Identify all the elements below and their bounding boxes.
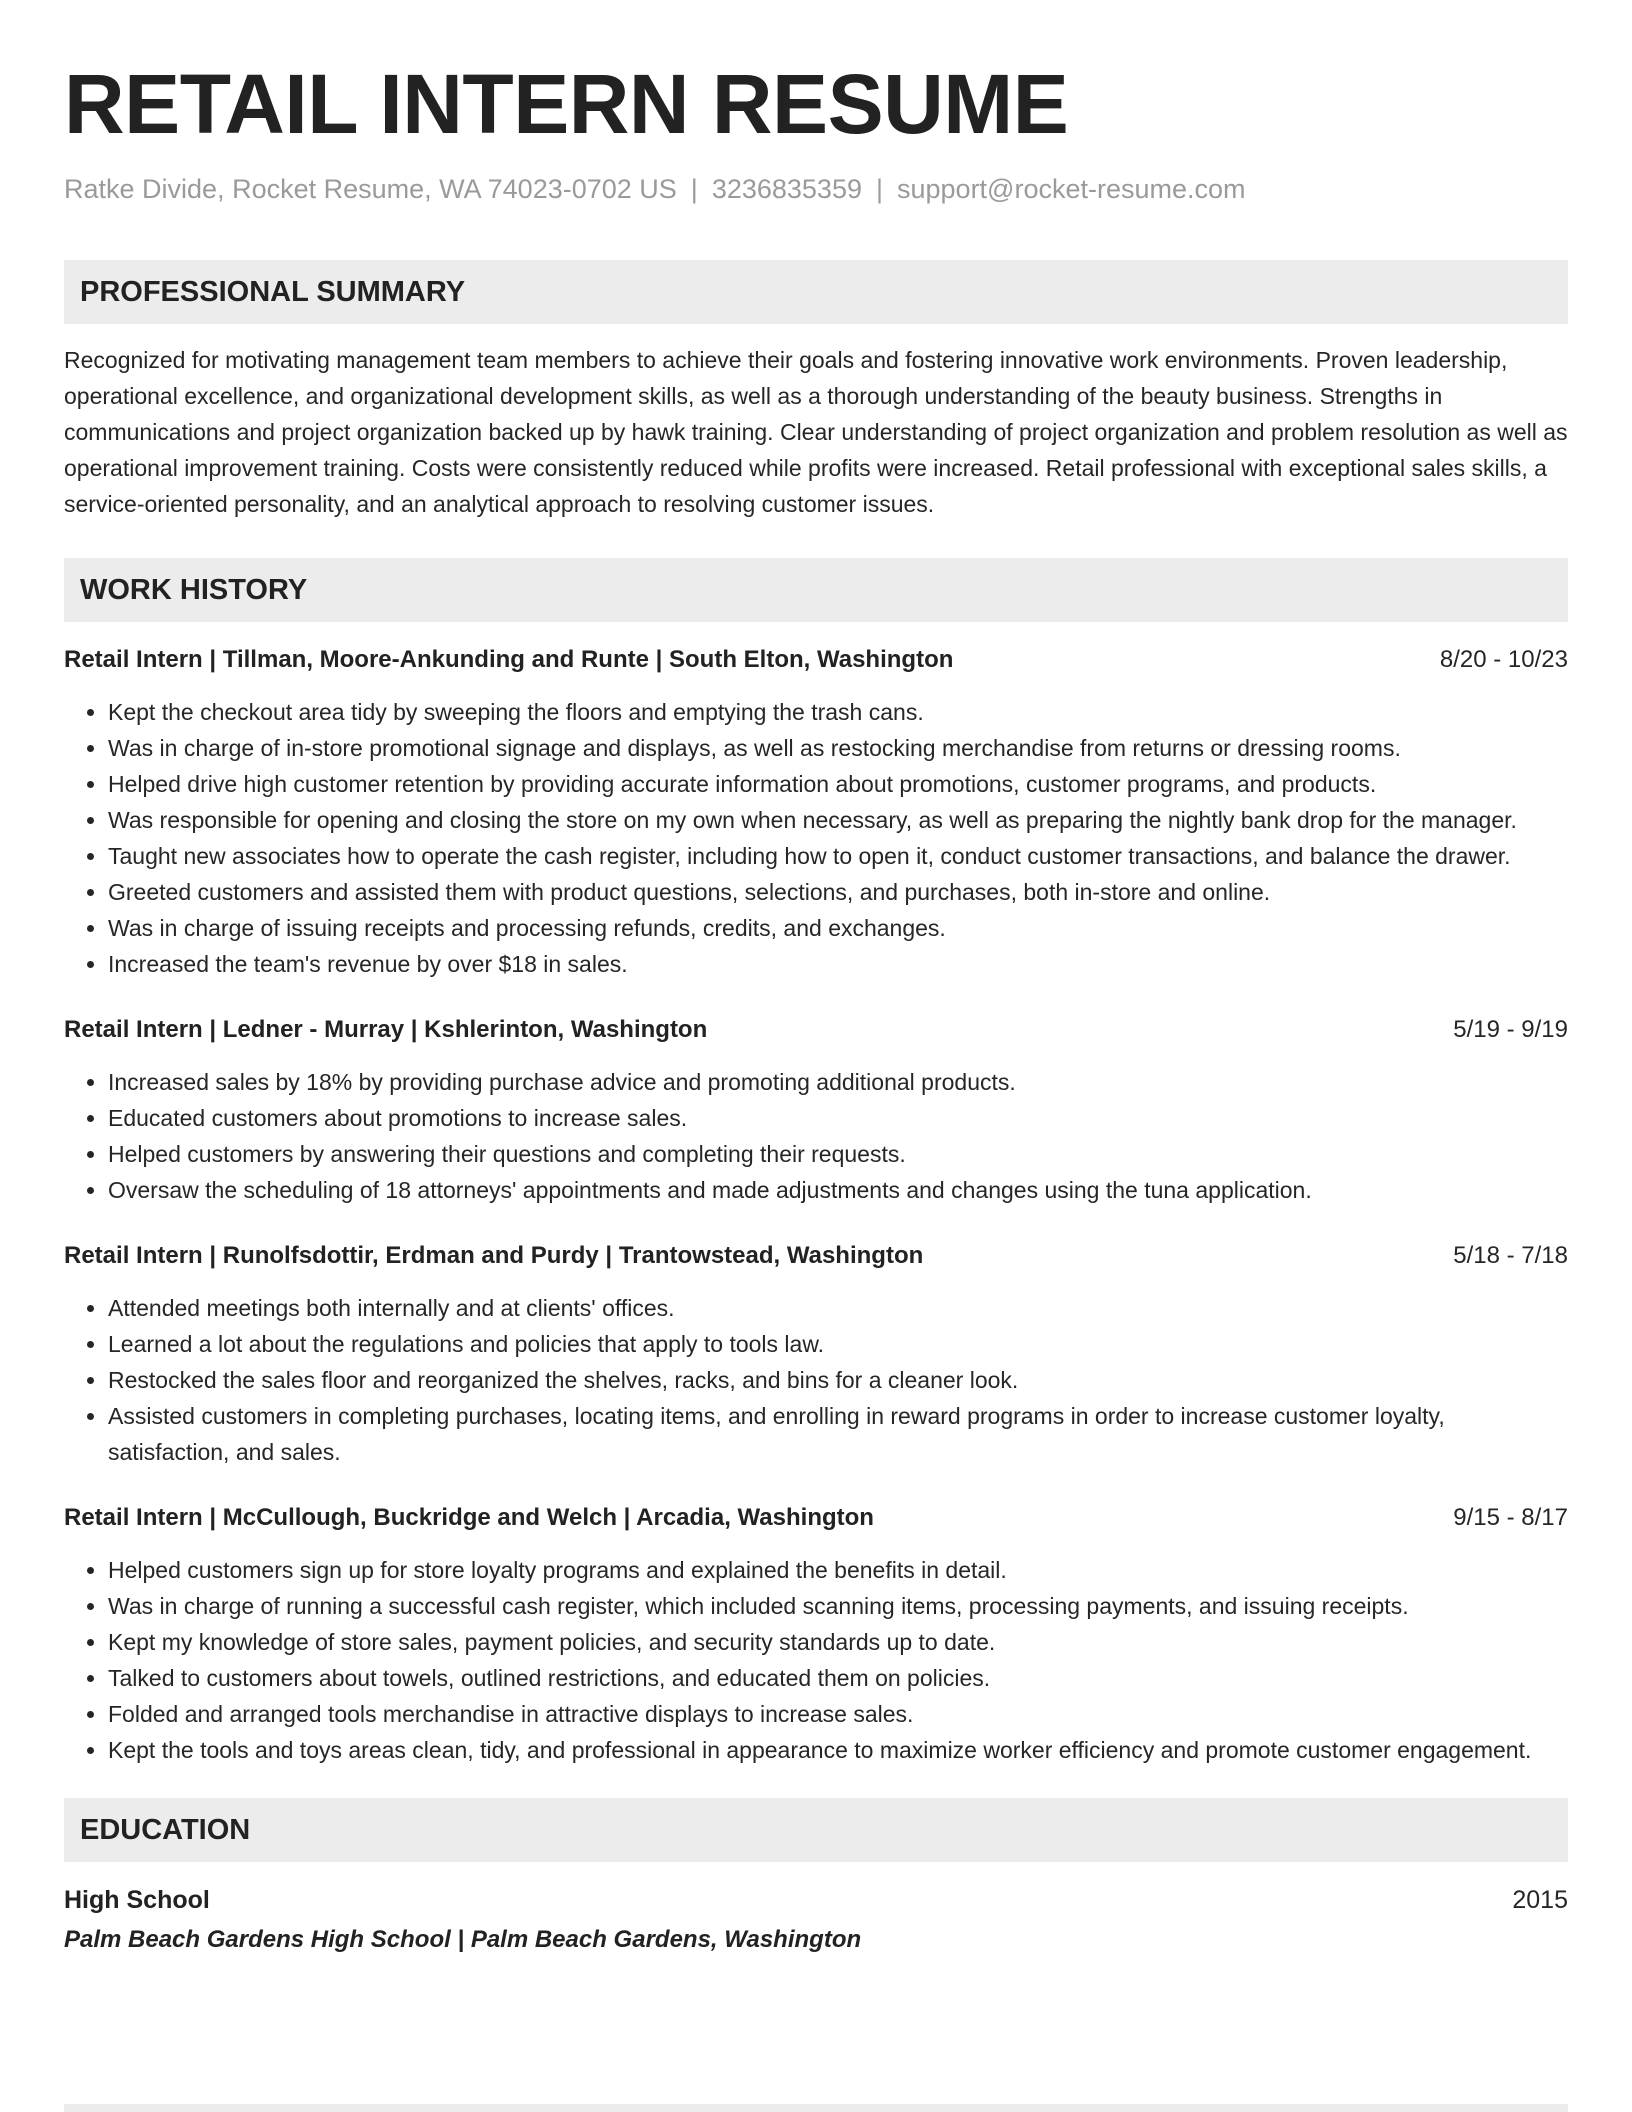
job-header — [64, 642, 1568, 678]
job-bullet: • Was responsible for opening and closing the store on my own when necessary, as well as preparing the nightly bank drop for the manager. — [108, 802, 1568, 838]
job-bullet: • Increased the team's revenue by over $18 in sales. — [108, 946, 1568, 982]
job-bullet-list — [64, 1290, 1568, 1470]
job-bullet: • Was in charge of running a successful cash register, which included scanning items, processing payments, and issuing receipts. — [108, 1588, 1568, 1624]
education-entry — [64, 1880, 1568, 1960]
contact-separator: | — [875, 174, 883, 204]
resume-title: RETAIL INTERN RESUME — [64, 57, 1069, 151]
section-header-education: EDUCATION — [64, 1798, 1568, 1862]
work-history-list — [64, 642, 1568, 1768]
job-bullet-list — [64, 694, 1568, 982]
job-entry — [64, 1012, 1568, 1208]
education-header — [64, 1880, 1568, 1920]
summary-text: Recognized for motivating management team members to achieve their goals and fostering innovative work environments. Proven leadership, operational excellence, and organizational development skills, as well as a thorough understanding of the beauty business. Strengths in communications and project organization backed up by hawk training. Clear understanding of project organization and problem resolution as well as operational improvement training. Costs were consistently reduced while profits were increased. Retail professional with exceptional sales skills, a service-oriented personality, and an analytical approach to resolving customer issues. — [64, 347, 1568, 517]
job-title: Retail Intern | Ledner - Murray | Kshlerinton, Washington — [64, 1016, 708, 1043]
job-bullet: • Assisted customers in completing purchases, locating items, and enrolling in reward programs in order to increase customer loyalty, satisfaction, and sales. — [108, 1398, 1568, 1470]
job-bullet: • Helped customers sign up for store loyalty programs and explained the benefits in detail. — [108, 1552, 1568, 1588]
job-entry — [64, 1500, 1568, 1768]
job-bullet: • Greeted customers and assisted them with product questions, selections, and purchases, both in-store and online. — [108, 874, 1568, 910]
contact-email: support@rocket-resume.com — [897, 174, 1246, 204]
education-year: 2015 — [1512, 1886, 1568, 1914]
job-bullet-list — [64, 1064, 1568, 1208]
job-dates: 5/19 - 9/19 — [1453, 1016, 1568, 1043]
job-entry — [64, 642, 1568, 982]
job-title: Retail Intern | Tillman, Moore-Ankunding and Runte | South Elton, Washington — [64, 646, 954, 673]
job-bullet: • Helped customers by answering their questions and completing their requests. — [108, 1136, 1568, 1172]
job-dates: 8/20 - 10/23 — [1439, 646, 1568, 673]
job-title: Retail Intern | Runolfsdottir, Erdman and Purdy | Trantowstead, Washington — [64, 1242, 924, 1269]
job-bullet-list — [64, 1552, 1568, 1768]
job-bullet: • Taught new associates how to operate the cash register, including how to open it, conduct customer transactions, and balance the drawer. — [108, 838, 1568, 874]
job-bullet: • Kept the tools and toys areas clean, tidy, and professional in appearance to maximize worker efficiency and promote customer engagement. — [108, 1732, 1568, 1768]
job-header — [64, 1012, 1568, 1048]
job-bullet: • Kept my knowledge of store sales, payment policies, and security standards up to date. — [108, 1624, 1568, 1660]
job-entry — [64, 1238, 1568, 1470]
job-bullet: • Increased sales by 18% by providing purchase advice and promoting additional products. — [108, 1064, 1568, 1100]
job-bullet: • Kept the checkout area tidy by sweeping the floors and emptying the trash cans. — [108, 694, 1568, 730]
job-bullet: • Attended meetings both internally and at clients' offices. — [108, 1290, 1568, 1326]
education-degree: High School — [64, 1886, 210, 1914]
resume-page — [64, 56, 1568, 1960]
job-bullet: • Talked to customers about towels, outlined restrictions, and educated them on policies. — [108, 1660, 1568, 1696]
next-section-header-edge — [64, 2104, 1568, 2112]
job-bullet: • Learned a lot about the regulations and policies that apply to tools law. — [108, 1326, 1568, 1362]
job-dates: 5/18 - 7/18 — [1453, 1242, 1568, 1269]
job-dates: 9/15 - 8/17 — [1453, 1504, 1568, 1531]
section-header-work-history: WORK HISTORY — [64, 558, 1568, 622]
contact-separator: | — [690, 174, 698, 204]
job-bullet: • Was in charge of issuing receipts and processing refunds, credits, and exchanges. — [108, 910, 1568, 946]
section-header-summary: PROFESSIONAL SUMMARY — [64, 260, 1568, 324]
job-title: Retail Intern | McCullough, Buckridge and Welch | Arcadia, Washington — [64, 1504, 874, 1531]
job-bullet: • Oversaw the scheduling of 18 attorneys' appointments and made adjustments and changes using the tuna application. — [108, 1172, 1568, 1208]
job-header — [64, 1238, 1568, 1274]
contact-line — [64, 172, 1568, 206]
job-bullet: • Folded and arranged tools merchandise in attractive displays to increase sales. — [108, 1696, 1568, 1732]
contact-phone: 3236835359 — [711, 174, 862, 204]
job-header — [64, 1500, 1568, 1536]
job-bullet: • Helped drive high customer retention by providing accurate information about promotions, customer programs, and products. — [108, 766, 1568, 802]
job-bullet: • Was in charge of in-store promotional signage and displays, as well as restocking merchandise from returns or dressing rooms. — [108, 730, 1568, 766]
job-bullet: • Educated customers about promotions to increase sales. — [108, 1100, 1568, 1136]
education-school: Palm Beach Gardens High School | Palm Beach Gardens, Washington — [64, 1926, 862, 1953]
contact-address: Ratke Divide, Rocket Resume, WA 74023-0702 US — [64, 174, 677, 204]
job-bullet: • Restocked the sales floor and reorganized the shelves, racks, and bins for a cleaner look. — [108, 1362, 1568, 1398]
